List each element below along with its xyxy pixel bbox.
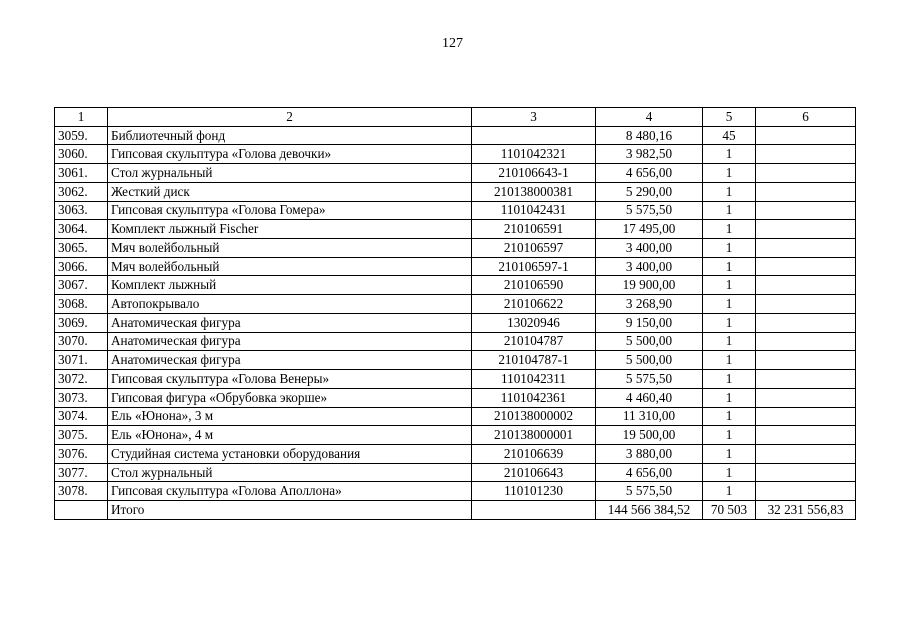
quantity-cell: 45 — [703, 126, 756, 145]
amount-cell: 11 310,00 — [596, 407, 703, 426]
inventory-number-cell: 1101042431 — [472, 201, 596, 220]
row-number-cell: 3062. — [55, 182, 108, 201]
item-name-cell: Ель «Юнона», 3 м — [108, 407, 472, 426]
item-name-cell: Гипсовая скульптура «Голова Аполлона» — [108, 482, 472, 501]
table-row — [55, 164, 856, 183]
row-number-cell: 3076. — [55, 444, 108, 463]
column-6-value-cell — [756, 444, 856, 463]
column-6-value-cell — [756, 145, 856, 164]
item-name-cell: Гипсовая скульптура «Голова Гомера» — [108, 201, 472, 220]
column-6-value-cell — [756, 351, 856, 370]
row-number-cell: 3065. — [55, 239, 108, 258]
inventory-number-cell — [472, 501, 596, 520]
item-name-cell: Гипсовая скульптура «Голова Венеры» — [108, 370, 472, 389]
column-6-value-cell: 32 231 556,83 — [756, 501, 856, 520]
column-6-value-cell — [756, 239, 856, 258]
item-name-cell: Мяч волейбольный — [108, 257, 472, 276]
amount-cell: 4 460,40 — [596, 388, 703, 407]
table-row — [55, 482, 856, 501]
table-row — [55, 145, 856, 164]
header-cell: 2 — [108, 108, 472, 127]
row-number-cell: 3060. — [55, 145, 108, 164]
total-row — [55, 501, 856, 520]
amount-cell: 3 268,90 — [596, 295, 703, 314]
item-name-cell: Стол журнальный — [108, 164, 472, 183]
column-6-value-cell — [756, 407, 856, 426]
item-name-cell: Мяч волейбольный — [108, 239, 472, 258]
inventory-number-cell: 1101042321 — [472, 145, 596, 164]
row-number-cell: 3064. — [55, 220, 108, 239]
table-row — [55, 351, 856, 370]
quantity-cell: 1 — [703, 388, 756, 407]
row-number-cell: 3066. — [55, 257, 108, 276]
inventory-number-cell: 210138000002 — [472, 407, 596, 426]
column-6-value-cell — [756, 313, 856, 332]
column-6-value-cell — [756, 276, 856, 295]
column-6-value-cell — [756, 482, 856, 501]
amount-cell: 5 290,00 — [596, 182, 703, 201]
quantity-cell: 1 — [703, 332, 756, 351]
inventory-number-cell — [472, 126, 596, 145]
inventory-number-cell: 210106643-1 — [472, 164, 596, 183]
row-number-cell: 3072. — [55, 370, 108, 389]
table-row — [55, 388, 856, 407]
table-row — [55, 295, 856, 314]
item-name-cell: Студийная система установки оборудования — [108, 444, 472, 463]
table-row — [55, 463, 856, 482]
quantity-cell: 70 503 — [703, 501, 756, 520]
quantity-cell: 1 — [703, 295, 756, 314]
column-6-value-cell — [756, 370, 856, 389]
table-row — [55, 426, 856, 445]
column-6-value-cell — [756, 182, 856, 201]
table-row — [55, 239, 856, 258]
table-row — [55, 126, 856, 145]
quantity-cell: 1 — [703, 239, 756, 258]
row-number-cell: 3067. — [55, 276, 108, 295]
quantity-cell: 1 — [703, 201, 756, 220]
item-name-cell: Итого — [108, 501, 472, 520]
column-6-value-cell — [756, 426, 856, 445]
inventory-number-cell: 210138000001 — [472, 426, 596, 445]
header-cell: 6 — [756, 108, 856, 127]
amount-cell: 5 575,50 — [596, 201, 703, 220]
row-number-cell: 3075. — [55, 426, 108, 445]
quantity-cell: 1 — [703, 313, 756, 332]
table-row — [55, 407, 856, 426]
quantity-cell: 1 — [703, 276, 756, 295]
column-6-value-cell — [756, 463, 856, 482]
table-row — [55, 313, 856, 332]
column-6-value-cell — [756, 164, 856, 183]
item-name-cell: Анатомическая фигура — [108, 332, 472, 351]
quantity-cell: 1 — [703, 182, 756, 201]
amount-cell: 3 880,00 — [596, 444, 703, 463]
amount-cell: 19 500,00 — [596, 426, 703, 445]
quantity-cell: 1 — [703, 444, 756, 463]
table-row — [55, 444, 856, 463]
quantity-cell: 1 — [703, 257, 756, 276]
row-number-cell: 3078. — [55, 482, 108, 501]
row-number-cell: 3071. — [55, 351, 108, 370]
quantity-cell: 1 — [703, 351, 756, 370]
row-number-cell: 3074. — [55, 407, 108, 426]
amount-cell: 19 900,00 — [596, 276, 703, 295]
item-name-cell: Автопокрывало — [108, 295, 472, 314]
inventory-number-cell: 13020946 — [472, 313, 596, 332]
header-cell: 1 — [55, 108, 108, 127]
page-number: 127 — [442, 36, 463, 51]
column-6-value-cell — [756, 257, 856, 276]
item-name-cell: Стол журнальный — [108, 463, 472, 482]
row-number-cell: 3068. — [55, 295, 108, 314]
item-name-cell: Жесткий диск — [108, 182, 472, 201]
amount-cell: 4 656,00 — [596, 463, 703, 482]
row-number-cell: 3059. — [55, 126, 108, 145]
amount-cell: 17 495,00 — [596, 220, 703, 239]
column-6-value-cell — [756, 332, 856, 351]
amount-cell: 144 566 384,52 — [596, 501, 703, 520]
inventory-number-cell: 1101042361 — [472, 388, 596, 407]
amount-cell: 3 982,50 — [596, 145, 703, 164]
table-body — [55, 108, 856, 520]
amount-cell: 3 400,00 — [596, 257, 703, 276]
column-6-value-cell — [756, 126, 856, 145]
column-6-value-cell — [756, 295, 856, 314]
amount-cell: 5 500,00 — [596, 332, 703, 351]
amount-cell: 5 500,00 — [596, 351, 703, 370]
item-name-cell: Гипсовая скульптура «Голова девочки» — [108, 145, 472, 164]
inventory-number-cell: 210106639 — [472, 444, 596, 463]
column-6-value-cell — [756, 201, 856, 220]
row-number-cell — [55, 501, 108, 520]
item-name-cell: Анатомическая фигура — [108, 351, 472, 370]
amount-cell: 5 575,50 — [596, 482, 703, 501]
table-row — [55, 201, 856, 220]
inventory-number-cell: 210106597 — [472, 239, 596, 258]
table-row — [55, 257, 856, 276]
column-6-value-cell — [756, 388, 856, 407]
inventory-number-cell: 210138000381 — [472, 182, 596, 201]
row-number-cell: 3077. — [55, 463, 108, 482]
quantity-cell: 1 — [703, 370, 756, 389]
table-row — [55, 370, 856, 389]
amount-cell: 4 656,00 — [596, 164, 703, 183]
item-name-cell: Гипсовая фигура «Обрубовка экорше» — [108, 388, 472, 407]
item-name-cell: Библиотечный фонд — [108, 126, 472, 145]
quantity-cell: 1 — [703, 482, 756, 501]
row-number-cell: 3073. — [55, 388, 108, 407]
row-number-cell: 3061. — [55, 164, 108, 183]
inventory-number-cell: 210104787-1 — [472, 351, 596, 370]
column-6-value-cell — [756, 220, 856, 239]
inventory-number-cell: 1101042311 — [472, 370, 596, 389]
row-number-cell: 3069. — [55, 313, 108, 332]
quantity-cell: 1 — [703, 145, 756, 164]
table-row — [55, 276, 856, 295]
quantity-cell: 1 — [703, 407, 756, 426]
item-name-cell: Ель «Юнона», 4 м — [108, 426, 472, 445]
inventory-number-cell: 210106591 — [472, 220, 596, 239]
inventory-table — [54, 107, 856, 520]
inventory-number-cell: 210106622 — [472, 295, 596, 314]
quantity-cell: 1 — [703, 220, 756, 239]
item-name-cell: Комплект лыжный Fischer — [108, 220, 472, 239]
quantity-cell: 1 — [703, 463, 756, 482]
header-cell: 3 — [472, 108, 596, 127]
inventory-number-cell: 210106643 — [472, 463, 596, 482]
amount-cell: 3 400,00 — [596, 239, 703, 258]
inventory-number-cell: 210106597-1 — [472, 257, 596, 276]
inventory-number-cell: 210104787 — [472, 332, 596, 351]
table-header-row — [55, 108, 856, 127]
amount-cell: 5 575,50 — [596, 370, 703, 389]
table-row — [55, 182, 856, 201]
row-number-cell: 3070. — [55, 332, 108, 351]
header-cell: 4 — [596, 108, 703, 127]
table-row — [55, 332, 856, 351]
inventory-number-cell: 210106590 — [472, 276, 596, 295]
amount-cell: 9 150,00 — [596, 313, 703, 332]
amount-cell: 8 480,16 — [596, 126, 703, 145]
item-name-cell: Комплект лыжный — [108, 276, 472, 295]
row-number-cell: 3063. — [55, 201, 108, 220]
item-name-cell: Анатомическая фигура — [108, 313, 472, 332]
quantity-cell: 1 — [703, 426, 756, 445]
header-cell: 5 — [703, 108, 756, 127]
inventory-number-cell: 110101230 — [472, 482, 596, 501]
table-row — [55, 220, 856, 239]
quantity-cell: 1 — [703, 164, 756, 183]
